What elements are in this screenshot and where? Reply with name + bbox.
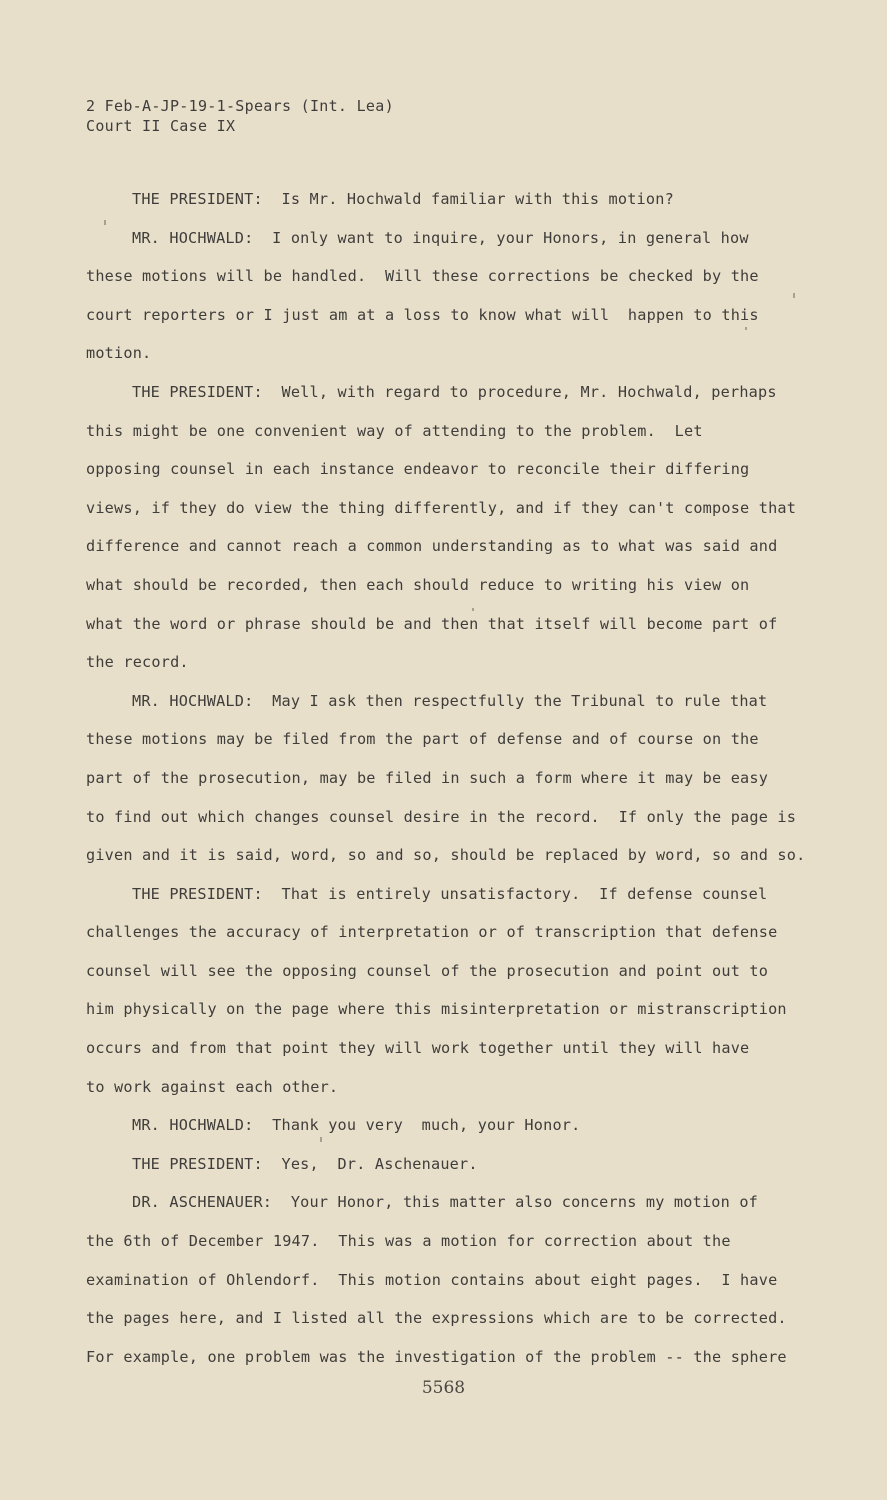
transcript-line: the 6th of December 1947. This was a motion for correction about the [86, 1232, 731, 1251]
transcript-line: DR. ASCHENAUER: Your Honor, this matter also concerns my motion of [132, 1193, 759, 1212]
transcript-line: him physically on the page where this misinterpretation or mistranscription [86, 1000, 787, 1019]
transcript-line: THE PRESIDENT: That is entirely unsatisfactory. If defense counsel [132, 884, 768, 903]
header-reference: 2 Feb-A-JP-19-1-Spears (Int. Lea) [86, 97, 394, 115]
transcript-line: part of the prosecution, may be filed in such a form where it may be easy [86, 768, 769, 787]
transcript-line: THE PRESIDENT: Well, with regard to procedure, Mr. Hochwald, perhaps [132, 382, 777, 401]
transcript-line: THE PRESIDENT: Is Mr. Hochwald familiar with this motion? [132, 190, 674, 208]
transcript-line: opposing counsel in each instance endeavor to reconcile their differing [86, 460, 750, 479]
transcript-line: the pages here, and I listed all the expressions which are to be corrected. [86, 1309, 787, 1328]
paper-speck [793, 293, 795, 298]
page-header [86, 96, 394, 136]
transcript-body [86, 187, 826, 1383]
transcript-line: this might be one convenient way of attending to the problem. Let [86, 421, 703, 440]
transcript-line: views, if they do view the thing differently, and if they can't compose that [86, 498, 797, 517]
transcript-line: difference and cannot reach a common understanding as to what was said and [86, 537, 778, 556]
transcript-line: THE PRESIDENT: Yes, Dr. Aschenauer. [132, 1154, 478, 1173]
transcript-line: MR. HOCHWALD: May I ask then respectfully the Tribunal to rule that [132, 691, 768, 710]
transcript-line: what should be recorded, then each should reduce to writing his view on [86, 575, 750, 594]
transcript-line: the record. [86, 653, 189, 672]
transcript-line: court reporters or I just am at a loss to know what will happen to this [86, 305, 759, 324]
transcript-line: For example, one problem was the investigation of the problem -- the sphere [86, 1347, 787, 1366]
transcript-line: to work against each other. [86, 1077, 339, 1096]
transcript-line: MR. HOCHWALD: Thank you very much, your Honor. [132, 1116, 581, 1135]
transcript-line: these motions will be handled. Will these corrections be checked by the [86, 267, 759, 286]
paper-speck [320, 1137, 322, 1142]
transcript-line: what the word or phrase should be and then that itself will become part of [86, 614, 778, 633]
transcript-line: to find out which changes counsel desire in the record. If only the page is [86, 807, 797, 826]
transcript-line: motion. [86, 344, 152, 363]
header-court-case: Court II Case IX [86, 117, 236, 135]
transcript-line: examination of Ohlendorf. This motion contains about eight pages. I have [86, 1270, 778, 1289]
transcript-line: counsel will see the opposing counsel of the prosecution and point out to [86, 961, 769, 980]
transcript-line: challenges the accuracy of interpretation or of transcription that defense [86, 923, 778, 942]
transcript-line: occurs and from that point they will work together until they will have [86, 1039, 750, 1058]
transcript-line: these motions may be filed from the part of defense and of course on the [86, 730, 759, 749]
page-number: 5568 [421, 1378, 466, 1398]
transcript-line: given and it is said, word, so and so, should be replaced by word, so and so. [86, 846, 806, 865]
transcript-line: MR. HOCHWALD: I only want to inquire, your Honors, in general how [132, 228, 749, 247]
paper-speck [745, 327, 747, 330]
paper-speck [472, 608, 474, 611]
paper-speck [104, 220, 106, 225]
